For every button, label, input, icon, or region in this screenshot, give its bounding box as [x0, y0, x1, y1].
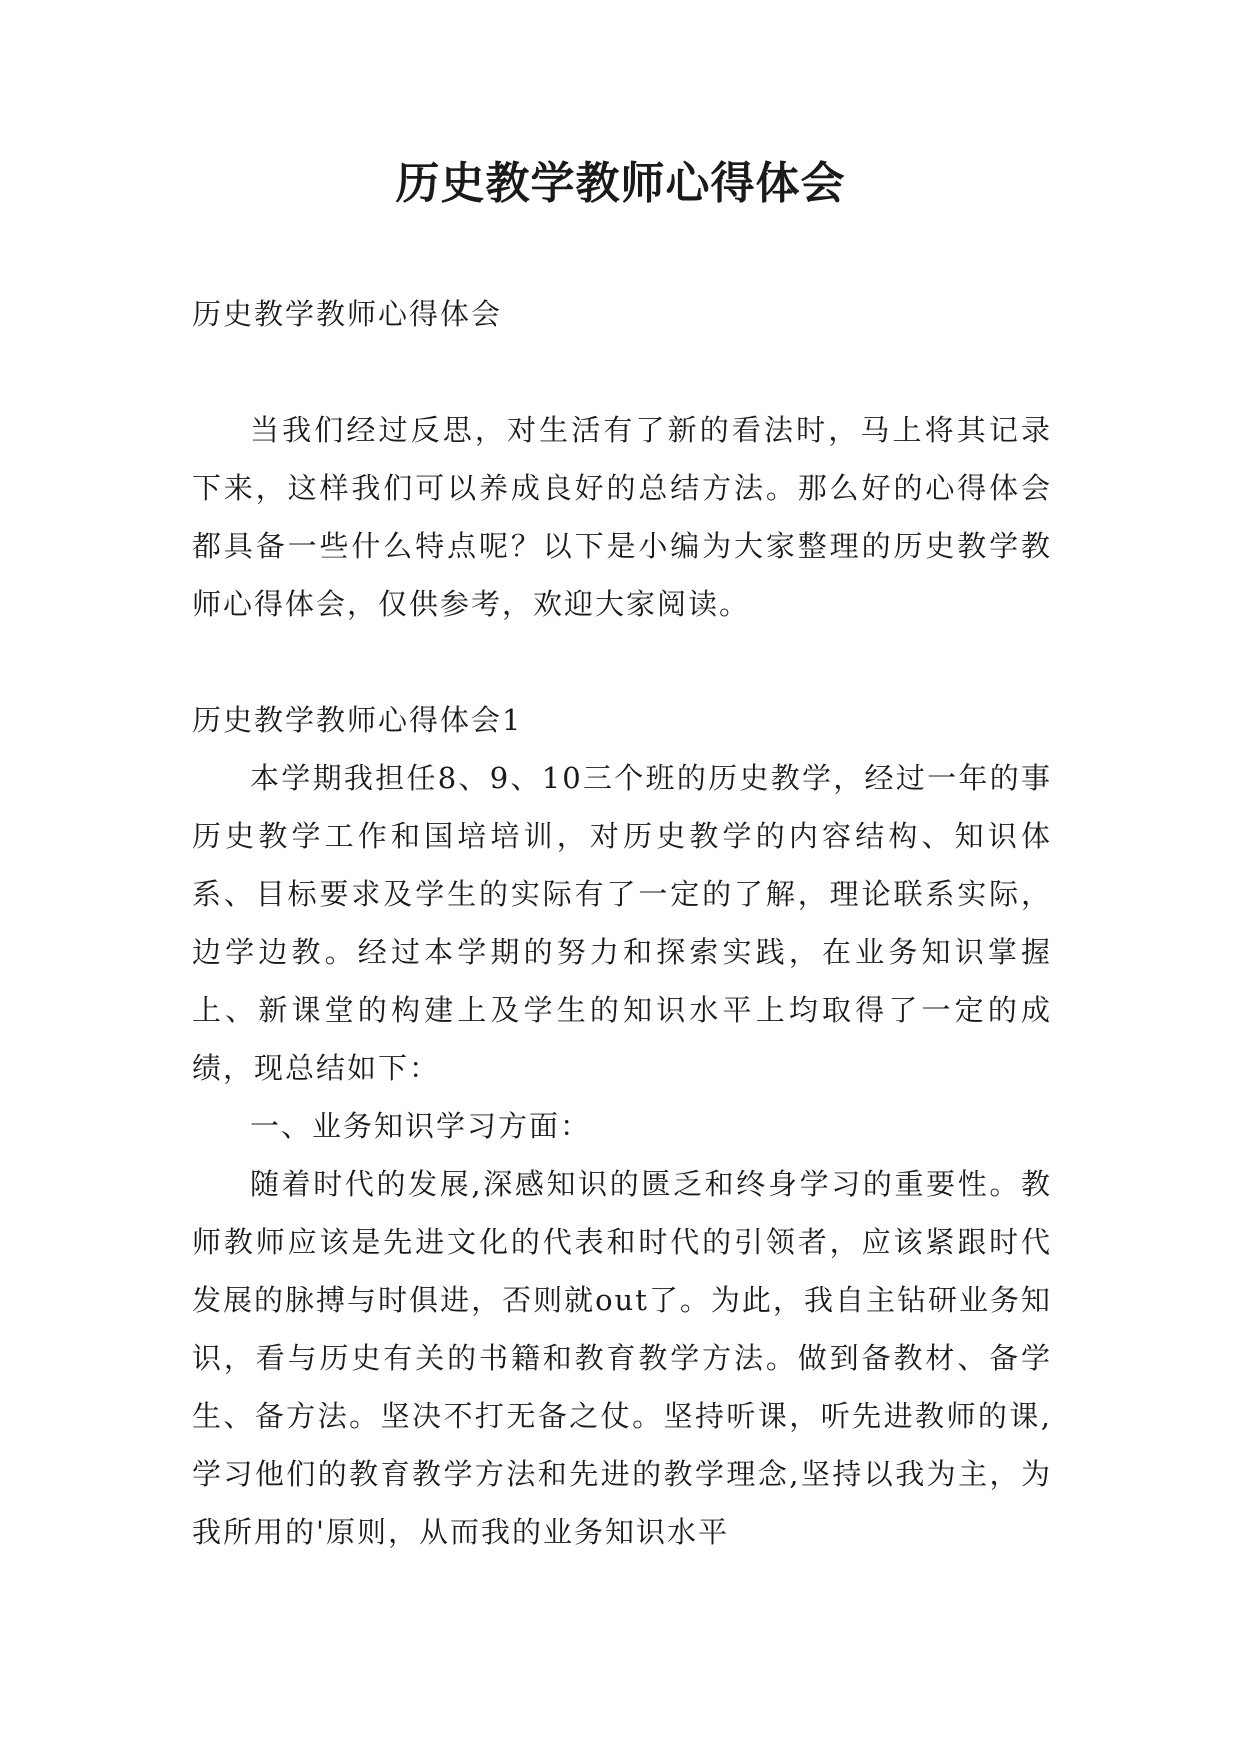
document-subtitle: 历史教学教师心得体会 — [192, 297, 503, 331]
section-heading: 历史教学教师心得体会1 — [192, 703, 523, 737]
body-paragraph: 随着时代的发展,深感知识的匮乏和终身学习的重要性。教师教师应该是先进文化的代表和时代的引领者，应该紧跟时代发展的脉搏与时俱进，否则就out了。为此，我自主钻研业务知识，看与历史有关的书籍和教育教学方法。做到备教材、备学生、备方法。坚决不打无备之仗。坚持听课，听先进教师的课,学习他们的教育教学方法和先进的教学理念,坚持以我为主，为我所用的'原则，从而我的业务知识水平 — [192, 1167, 1052, 1549]
document-title: 历史教学教师心得体会 — [395, 158, 846, 209]
point-heading: 一、业务知识学习方面： — [250, 1109, 592, 1143]
document-body — [192, 285, 1052, 1561]
body-paragraph: 本学期我担任8、9、10三个班的历史教学，经过一年的事历史教学工作和国培培训，对历史教学的内容结构、知识体系、目标要求及学生的实际有了一定的了解，理论联系实际，边学边教。经过本学期的努力和探索实践，在业务知识掌握上、新课堂的构建上及学生的知识水平上均取得了一定的成绩，现总结如下： — [192, 761, 1052, 1085]
intro-paragraph: 当我们经过反思，对生活有了新的看法时，马上将其记录下来，这样我们可以养成良好的总结方法。那么好的心得体会都具备一些什么特点呢？以下是小编为大家整理的历史教学教师心得体会，仅供参考，欢迎大家阅读。 — [192, 413, 1052, 621]
